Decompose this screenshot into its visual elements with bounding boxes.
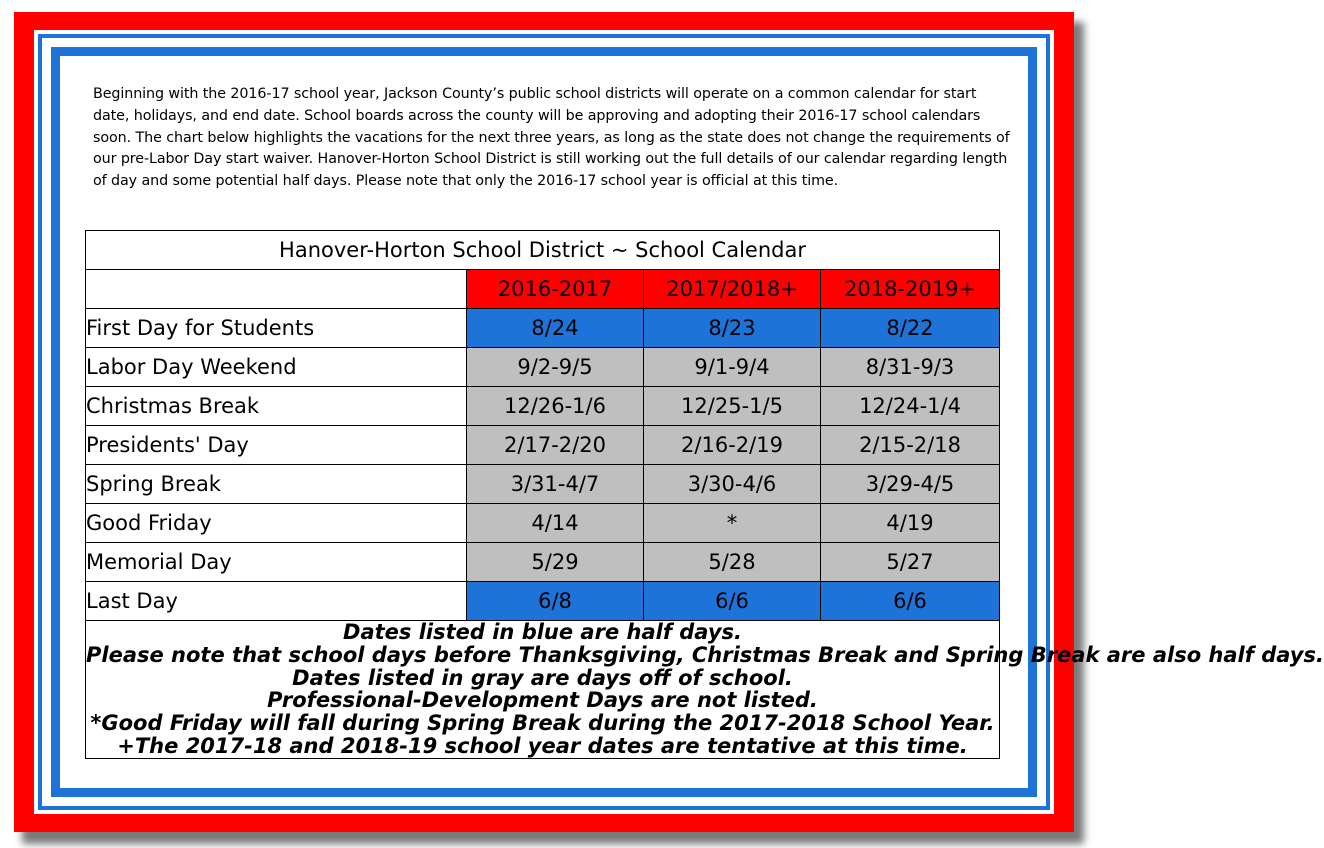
notes-row [86, 621, 1000, 759]
date-cell-half-day: 8/24 [467, 309, 644, 348]
date-cell-day-off: 12/25-1/5 [644, 387, 821, 426]
date-cell-day-off: 12/24-1/4 [821, 387, 1000, 426]
inner-blue-frame [51, 47, 1324, 797]
table-row [86, 465, 1000, 504]
table-title: Hanover-Horton School District ~ School Calendar [86, 231, 1000, 270]
date-cell-half-day: 6/6 [821, 582, 1000, 621]
row-label: First Day for Students [86, 309, 467, 348]
school-calendar-table [85, 230, 1324, 759]
column-header: 2016-2017 [467, 270, 644, 309]
date-cell-half-day: 8/23 [644, 309, 821, 348]
table-title-row [86, 231, 1000, 270]
note-line: +The 2017-18 and 2018-19 school year dates are tentative at this time. [117, 733, 968, 758]
note-line: Professional-Development Days are not listed. [267, 688, 818, 713]
date-cell-day-off: 2/15-2/18 [821, 426, 1000, 465]
date-cell-half-day: 8/22 [821, 309, 1000, 348]
row-label: Spring Break [86, 465, 467, 504]
blue-frame [38, 34, 1324, 810]
date-cell-day-off: * [644, 504, 821, 543]
table-row [86, 387, 1000, 426]
notes-cell [86, 620, 1324, 759]
table-row [86, 309, 1000, 348]
row-label: Christmas Break [86, 387, 467, 426]
date-cell-day-off: 3/29-4/5 [821, 465, 1000, 504]
note-line: *Good Friday will fall during Spring Break during the 2017-2018 School Year. [90, 711, 995, 736]
date-cell-day-off: 4/14 [467, 504, 644, 543]
column-header: 2017/2018+ [644, 270, 821, 309]
content-panel [60, 56, 1324, 788]
row-label: Memorial Day [86, 543, 467, 582]
note-line: Dates listed in gray are days off of school. [292, 665, 793, 690]
date-cell-day-off: 2/16-2/19 [644, 426, 821, 465]
date-cell-half-day: 6/6 [644, 582, 821, 621]
note-line: Please note that school days before Thanksgiving, Christmas Break and Spring Break are also half days. [86, 642, 1324, 667]
date-cell-day-off: 3/31-4/7 [467, 465, 644, 504]
date-cell-day-off: 9/2-9/5 [467, 348, 644, 387]
date-cell-day-off: 5/29 [467, 543, 644, 582]
outer-white-band [34, 30, 1324, 814]
column-header-row [86, 270, 1000, 309]
date-cell-day-off: 5/28 [644, 543, 821, 582]
row-label: Good Friday [86, 504, 467, 543]
date-cell-day-off: 9/1-9/4 [644, 348, 821, 387]
date-cell-day-off: 5/27 [821, 543, 1000, 582]
header-blank-cell [86, 270, 467, 309]
table-row [86, 348, 1000, 387]
table-row [86, 426, 1000, 465]
column-header: 2018-2019+ [821, 270, 1000, 309]
outer-red-frame [14, 12, 1324, 832]
note-line: Dates listed in blue are half days. [343, 620, 742, 644]
date-cell-day-off: 8/31-9/3 [821, 348, 1000, 387]
row-label: Labor Day Weekend [86, 348, 467, 387]
date-cell-day-off: 2/17-2/20 [467, 426, 644, 465]
table-row [86, 582, 1000, 621]
date-cell-day-off: 12/26-1/6 [467, 387, 644, 426]
date-cell-day-off: 4/19 [821, 504, 1000, 543]
inner-white-band [42, 38, 1324, 806]
date-cell-half-day: 6/8 [467, 582, 644, 621]
row-label: Last Day [86, 582, 467, 621]
row-label: Presidents' Day [86, 426, 467, 465]
date-cell-day-off: 3/30-4/6 [644, 465, 821, 504]
table-row [86, 504, 1000, 543]
table-row [86, 543, 1000, 582]
intro-paragraph: Beginning with the 2016-17 school year, Jackson County’s public school districts will operate on a common calendar for start date, holidays, and end date. School boards across the county will be approving and adopting their 2016-17 school calendars soon. The chart below highlights the vacations for the next three years, as long as the state does not change the requirements of our pre-Labor Day start waiver. Hanover-Horton School District is still working out the full details of our calendar regarding length of day and some potential half days. Please note that only the 2016-17 school year is official at this time. [93, 86, 1010, 190]
